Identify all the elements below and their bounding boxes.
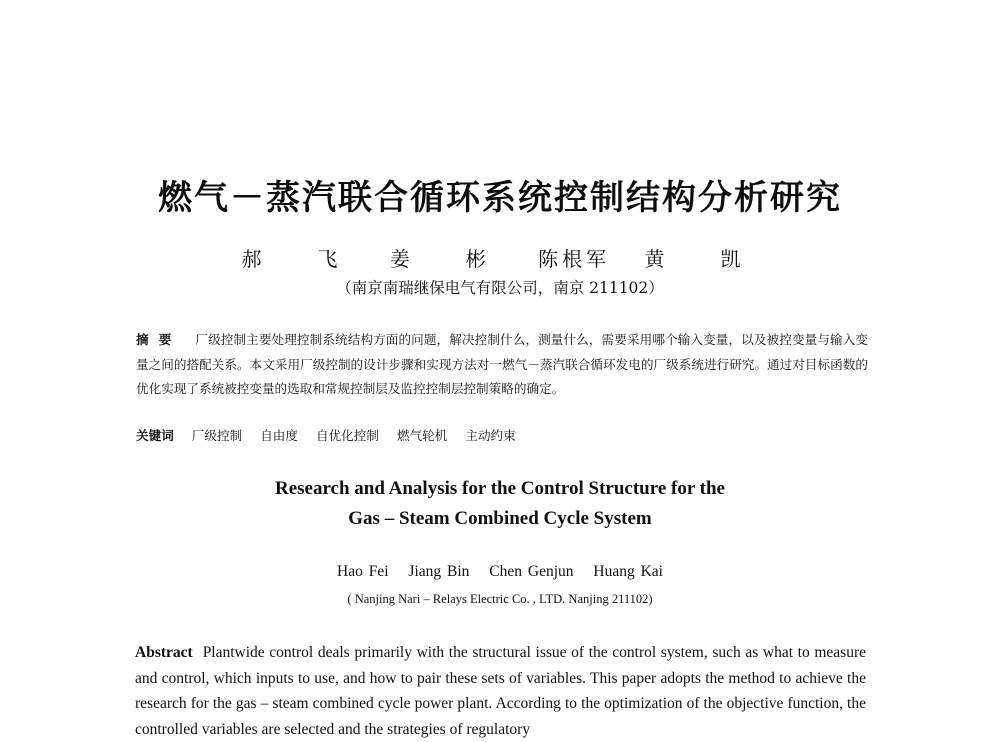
english-author-2: Jiang Bin bbox=[408, 563, 470, 580]
chinese-abstract bbox=[136, 328, 868, 402]
chinese-author-1: 郝 飞 bbox=[241, 247, 356, 271]
english-abstract bbox=[135, 640, 866, 742]
keyword-1: 厂级控制 bbox=[191, 428, 243, 443]
english-author-4: Huang Kai bbox=[593, 563, 663, 580]
chinese-abstract-label: 摘要 bbox=[136, 332, 182, 347]
english-affiliation: ( Nanjing Nari – Relays Electric Co. , LTD. Nanjing 211102) bbox=[347, 592, 653, 606]
english-title bbox=[0, 474, 1000, 534]
chinese-author-2: 姜 彬 bbox=[389, 247, 504, 271]
chinese-keywords-label: 关键词 bbox=[136, 428, 174, 443]
keyword-2: 自由度 bbox=[260, 428, 298, 443]
chinese-abstract-text: 厂级控制主要处理控制系统结构方面的问题，解决控制什么，测量什么，需要采用哪个输入变量，以及被控变量与输入变量之间的搭配关系。本文采用厂级控制的设计步骤和实现方法对一燃气－蒸汽联合循环发电的厂级系统进行研究。通过对目标函数的优化实现了系统被控变量的选取和常规控制层及监控控制层控制策略的确定。 bbox=[136, 332, 869, 396]
keyword-5: 主动约束 bbox=[465, 428, 516, 443]
english-abstract-text: Plantwide control deals primarily with the structural issue of the control system, such as what to measure and control, which inputs to use, and how to pair these sets of variables. This paper adopts the method to achieve the research for the gas – steam combined cycle power plant. According to the optimization of the objective function, the controlled variables are selected and the strategies of regulatory bbox=[135, 644, 866, 738]
chinese-author-4: 黄 凯 bbox=[644, 247, 759, 271]
english-title-line-2: Gas – Steam Combined Cycle System bbox=[348, 508, 652, 529]
chinese-authors bbox=[0, 243, 1000, 272]
chinese-author-3: 陈根军 bbox=[538, 247, 611, 271]
english-abstract-label: Abstract bbox=[135, 644, 193, 661]
chinese-affiliation: （南京南瑞继保电气有限公司，南京 211102） bbox=[336, 279, 664, 297]
english-author-1: Hao Fei bbox=[337, 563, 389, 580]
chinese-keywords bbox=[136, 424, 868, 448]
english-author-3: Chen Genjun bbox=[489, 563, 574, 580]
english-title-line-1: Research and Analysis for the Control Structure for the bbox=[274, 478, 725, 499]
keyword-3: 自优化控制 bbox=[315, 428, 379, 443]
keyword-4: 燃气轮机 bbox=[396, 428, 448, 443]
chinese-title: 燃气－蒸汽联合循环系统控制结构分析研究 bbox=[158, 178, 842, 218]
english-authors bbox=[0, 563, 1000, 581]
